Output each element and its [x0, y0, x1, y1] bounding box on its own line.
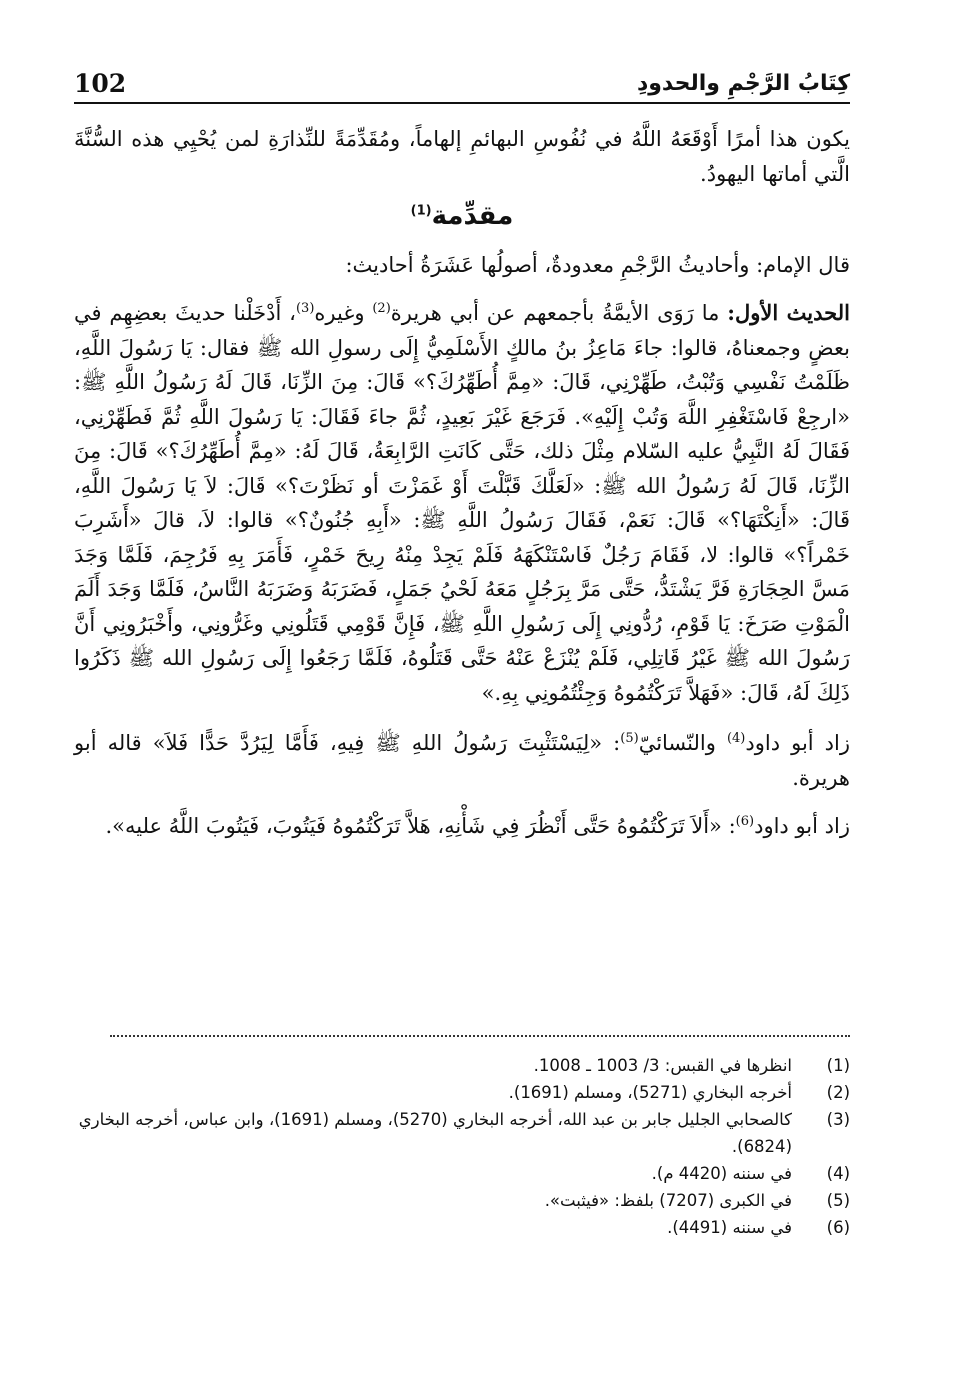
- addition1-text-2: والنّسائيّ: [638, 731, 727, 755]
- footnote-ref-3: (3): [295, 301, 315, 316]
- section-heading: [74, 199, 850, 234]
- hadith-text-3: ، أَدْخَلْنا حديثَ بعضِهِم في بعضٍ وجمعناهُ، قالوا: جاءَ مَاعِزُ بنُ مالكٍ الأَسْلَمِيُّ إِلَى رسولِ الله ﷺ فقال: يَا رَسُولَ اللَّهِ، ظَلَمْتُ نَفْسِي وَتُبْتُ، طَهِّرْنِي، قَالَ: «مِمَّ أُطَهِّرُكَ؟» قَالَ: مِنَ الزِّنَا، قَالَ لَهُ رَسُولُ اللَّهِ ﷺ: «ارجِعْ فَاسْتَغْفِرِ اللَّهَ وَتُبْ إِلَيْهِ». فَرَجَعَ غَيْرَ بَعِيدٍ، ثُمَّ جاءَ فَقَالَ: يَا رَسُولَ اللَّهِ ثُمَّ فَطَهِّرْنِي، فَقَالَ لَهُ النَّبِيُّ عليه السّلام مِثْلَ ذلك، حَتَّى كَانَتِ الرَّابِعَةُ، قَالَ لَهُ: «مِمَّ أُطَهِّرُكَ؟» قَالَ: مِنَ الزِّنَا، قَالَ لَهُ رَسُولُ الله ﷺ: «لَعَلَّكَ قَبَّلْتَ أَوْ غَمَزْتَ أو نَظَرْتَ؟» قَالَ: لاَ يَا رَسُولَ اللَّهِ، قَالَ: «أَنِكْتَهَا؟» قَالَ: نَعَمْ، فَقَالَ رَسُولُ اللَّهِ ﷺ: «أَبِهِ جُنُونٌ؟» قالوا: لاَ، قالَ «أَشَرِبَ خَمْراً؟» قالوا: لا، فَقَامَ رَجُلٌ فَاسْتَنْكَهَهُ فَلَمْ يَجِدْ مِنْهُ رِيحَ خَمْرٍ، فَأَمَرَ بِهِ فَرُجِمَ، فَلَمَّا وَجَدَ مَسَّ الحِجَارَةِ فَرَّ يَشْتَدُّ، حَتَّى مَرَّ بِرَجُلٍ مَعَهُ لَحْيُ جَمَلٍ، فَضَرَبَهُ وَضَرَبَهُ النَّاسُ، فَلَمَّا وَجَدَ أَلَمَ الْمَوْتِ صَرَخَ: يَا قَوْمِ، رُدُّونِي إِلَى رَسُولِ اللَّهِ ﷺ، فَإِنَّ قَوْمِي قَتَلُونِي وغَرُّونِي، وأَخْبَرُونِي أَنَّ رَسُولَ الله ﷺ غَيْرُ قَاتِلِي، فَلَمْ يُنْزَعْ عَنْهُ حَتَّى قَتَلُوهُ، فَلَمَّا رَجَعُوا إِلَى رَسُولِ الله ﷺ ذَكَرُوا ذَلِكَ لَهُ، قَالَ: «فَهَلاَّ تَرَكْتُمُوهُ وَجِئْتُمُونِي بِهِ.»: [74, 301, 850, 705]
- footnote-number: (2): [826, 1083, 850, 1102]
- page-header: [74, 60, 850, 104]
- hadith-lead: الحديث الأول:: [727, 300, 850, 325]
- footnote-ref-4: (4): [726, 731, 746, 746]
- footnote-item: [74, 1187, 850, 1214]
- addition1-text-1: زاد أبو داود: [745, 731, 851, 755]
- footnote-ref-5: (5): [620, 731, 639, 746]
- footnote-item: [74, 1079, 850, 1106]
- addition-paragraph-1: [74, 726, 850, 795]
- imam-statement: قال الإمام: وأحاديثُ الرَّجْمِ معدودةٌ، أصولُها عَشَرَةُ أحاديث:: [345, 252, 850, 277]
- running-title: كِتَابُ الرَّجْمِ والحدودِ: [636, 71, 850, 96]
- footnote-item: [74, 1214, 850, 1241]
- hadith-text-1: ما رَوَى الأيمَّةُ بأجمعهم عن أبي هريرة: [390, 301, 728, 325]
- addition2-text-1: زاد أبو داود: [754, 814, 850, 838]
- footnote-item: [74, 1160, 850, 1187]
- footnote-number: (1): [826, 1056, 850, 1075]
- addition-paragraph-2: [74, 809, 850, 844]
- addition1-text-3: : «لِيَسْتَثْبِتَ رَسُولُ اللهِ ﷺ فِيهِ، فَأَمَّا لِيَرُدَّ حَدًّا فَلاَ» قاله أبو هريرة.: [74, 731, 850, 790]
- footnote-text: في الكبرى (7207) بلفظ: «فيثبت».: [544, 1191, 792, 1210]
- footnotes: [74, 1052, 850, 1241]
- section-footnote-ref: (1): [410, 203, 432, 219]
- footnote-number: (6): [826, 1218, 850, 1237]
- footnote-item: [74, 1106, 850, 1160]
- hadith-text-2: وغيره: [314, 301, 373, 325]
- footnote-item: [74, 1052, 850, 1079]
- addition2-text-2: : «أَلاَ تَرَكْتُمُوهُ حَتَّى أَنْظُرَ فِي شَأْنِهِ، هَلاَّ تَرَكْتُمُوهُ فَيَتُوبَ، فَيَتُوبَ اللَّهُ عليه».: [105, 814, 736, 838]
- footnote-divider: [110, 1035, 850, 1037]
- intro-paragraph: يكون هذا أمرًا أَوْقَعَهُ اللَّهُ في نُفُوسِ البهائمِ إلهاماً، ومُقَدِّمَةً للنِّذارَةِ لمن يُحْيِي هذه السُّنَّةَ الَّتي أماتها اليهودُ.: [74, 127, 850, 186]
- footnote-text: انظرها في القبس: 3/ 1003 ـ 1008.: [533, 1056, 792, 1075]
- footnote-text: كالصحابي الجليل جابر بن عبد الله، أخرجه البخاري (5270)، ومسلم (1691)، وابن عباس، أخرجه البخاري (6824).: [78, 1110, 792, 1156]
- footnote-text: أخرجه البخاري (5271)، ومسلم (1691).: [508, 1083, 792, 1102]
- footnote-ref-2: (2): [372, 301, 391, 316]
- footnote-ref-6: (6): [735, 814, 755, 829]
- footnote-number: (4): [826, 1164, 850, 1183]
- hadith-paragraph: [74, 296, 850, 710]
- footnote-number: (3): [826, 1110, 850, 1129]
- main-text: [74, 122, 850, 844]
- page-number: 102: [74, 69, 127, 98]
- footnote-text: في سننه (4491).: [667, 1218, 792, 1237]
- footnote-text: في سننه (4420 م).: [651, 1164, 792, 1183]
- footnote-number: (5): [826, 1191, 850, 1210]
- section-title: مقدِّمة: [431, 201, 514, 231]
